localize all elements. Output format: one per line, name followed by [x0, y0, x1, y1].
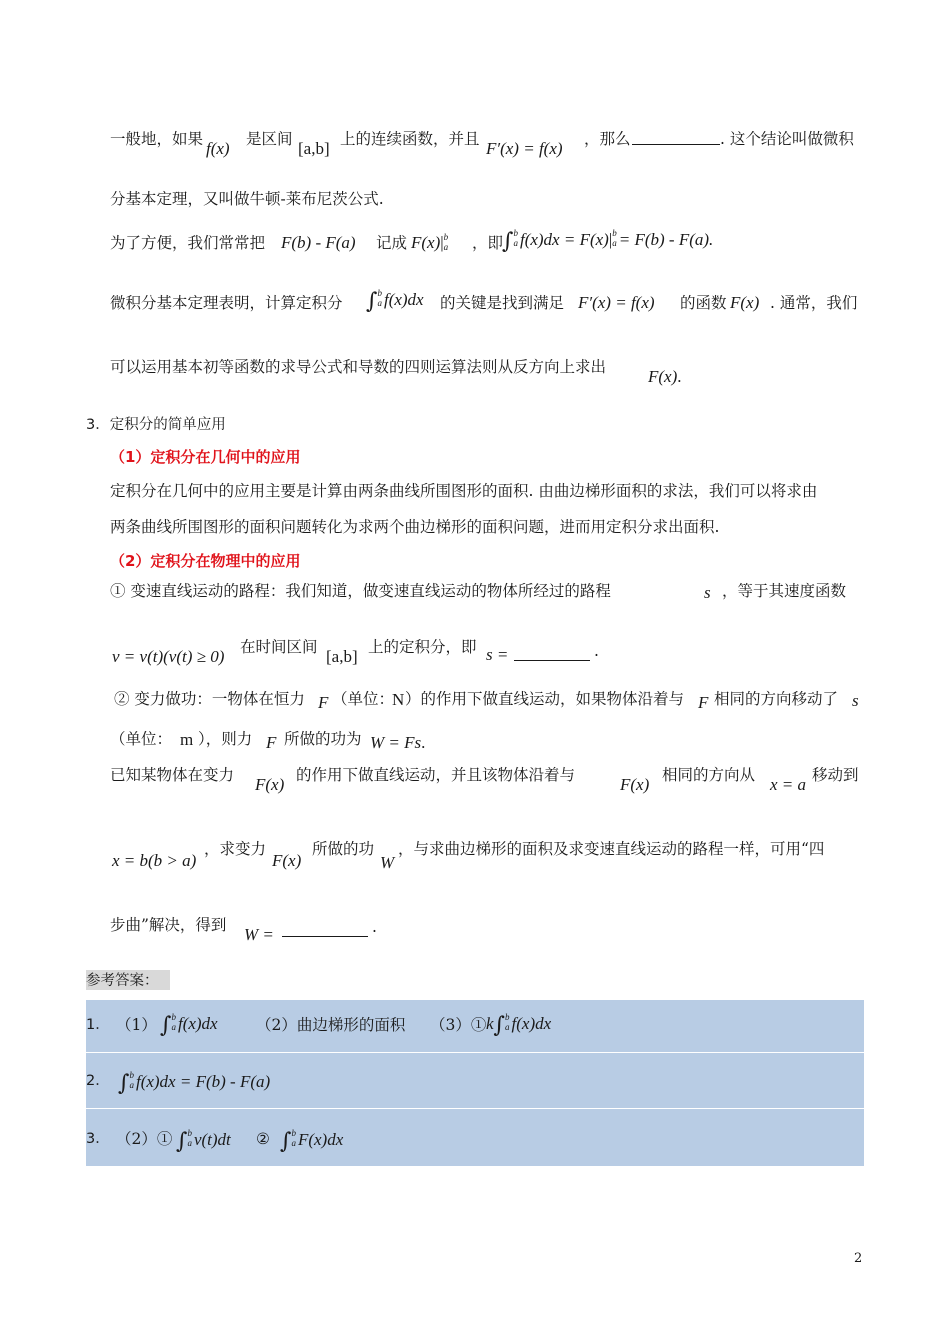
page-number: 2 — [854, 1251, 863, 1266]
text: 定积分在几何中的应用主要是计算由两条曲线所围图形的面积. 由曲边梯形面积的求法，我们可以将求由 — [110, 482, 818, 500]
integral-sign: ∫ — [176, 1129, 188, 1154]
text: 为了方便，我们常常把 — [110, 234, 266, 252]
text: 微积分基本定理表明，计算定积分 — [110, 294, 343, 312]
text: 上的连续函数，并且 — [340, 130, 480, 148]
integral-sign: ∫ — [366, 289, 378, 314]
text: 所做的功为 — [284, 730, 362, 748]
math-Fprime: F′(x) = f(x) — [486, 139, 563, 158]
math-Fx: F(x) — [255, 775, 285, 794]
math-Fx: F(x) — [620, 775, 650, 794]
math-Fx: F(x)|b a — [411, 232, 449, 252]
math-integral-Fx: ∫b a F(x)dx — [280, 1128, 344, 1154]
math-s-eq: s = — [486, 645, 509, 664]
text: 相同的方向从 — [662, 766, 756, 784]
math-integral-fx: ∫b a f(x)dx — [366, 288, 424, 314]
text: 在时间区间 — [240, 638, 318, 656]
math-k-integral: k∫b a f(x)dx — [486, 1012, 552, 1038]
text: 的关键是找到满足 — [440, 294, 565, 312]
math-x-eq-b: x = b(b > a) — [112, 851, 197, 870]
answer-blank — [282, 920, 368, 943]
text: 记成 — [376, 234, 408, 252]
text: . — [594, 642, 599, 660]
integral-sign: ∫ — [280, 1129, 292, 1154]
text: . 这个结论叫做微积 — [720, 130, 854, 148]
math-s: s — [852, 691, 859, 710]
section-title: 3．定积分的简单应用 — [86, 417, 226, 433]
subheading-physics: （2）定积分在物理中的应用 — [110, 552, 301, 570]
integral-sign: ∫ — [118, 1071, 130, 1096]
text: ，等于其速度函数 — [722, 582, 847, 600]
math-fx: f(x) — [206, 139, 230, 158]
text: ，那么 — [584, 130, 631, 148]
answer-3-number: 3． — [86, 1131, 110, 1147]
text: （3）① — [430, 1016, 487, 1034]
text: 的作用下做直线运动，并且该物体沿着与 — [296, 766, 576, 784]
text: 相同的方向移动了 — [714, 690, 839, 708]
divider — [86, 1052, 864, 1053]
subheading-geometry: （1）定积分在几何中的应用 — [110, 448, 301, 466]
math-newton-leibniz: ∫b a f(x)dx = F(b) - F(a) — [118, 1070, 271, 1096]
math-Fb-Fa: F(b) - F(a) — [281, 233, 356, 252]
math-W-eq: W = — [244, 925, 274, 944]
text: 是区间 — [246, 130, 293, 148]
answer-blank — [632, 128, 720, 151]
math-s: s — [704, 583, 711, 602]
text: ，求变力 — [204, 840, 267, 858]
answer-blank — [514, 644, 590, 667]
math-integral-fx: ∫b a f(x)dx — [160, 1012, 218, 1038]
math-Fx: F(x). — [648, 367, 682, 386]
integral-sign: ∫ — [502, 229, 514, 254]
text: 已知某物体在变力 — [110, 766, 235, 784]
text: （单位： — [332, 690, 395, 708]
unit-m: m — [180, 730, 194, 749]
text: ② — [256, 1130, 270, 1148]
math-x-eq-a: x = a — [770, 775, 807, 794]
text: 分基本定理，又叫做牛顿-莱布尼茨公式. — [110, 190, 384, 208]
math-Fprime: F′(x) = f(x) — [578, 293, 655, 312]
para1-line1 — [110, 128, 203, 150]
integral-sign: ∫ — [160, 1013, 172, 1038]
math-F: F — [318, 693, 329, 712]
text: （1） — [116, 1016, 157, 1034]
math-interval: [a,b] — [298, 139, 330, 158]
text: ② 变力做功：一物体在恒力 — [114, 690, 305, 708]
text: 的函数 — [680, 294, 727, 312]
answer-1-number: 1． — [86, 1017, 110, 1033]
answer-2-number: 2． — [86, 1073, 110, 1089]
text: . — [372, 918, 377, 936]
text: ，与求曲边梯形的面积及求变速直线运动的路程一样，可用“四 — [398, 840, 825, 858]
text: 移动到 — [812, 766, 859, 784]
math-interval: [a,b] — [326, 647, 358, 666]
text: ① 变速直线运动的路程：我们知道，做变速直线运动的物体所经过的路程 — [110, 582, 611, 600]
text: 可以运用基本初等函数的求导公式和导数的四则运算法则从反方向上求出 — [110, 358, 607, 376]
answers-heading: 参考答案： — [86, 973, 159, 989]
math-integral-vt: ∫b a v(t)dt — [176, 1128, 231, 1154]
math-F: F — [698, 693, 709, 712]
text: （2）① — [116, 1130, 173, 1148]
text: （2）曲边梯形的面积 — [256, 1016, 406, 1034]
text: 所做的功 — [312, 840, 375, 858]
math-Fx: F(x) — [730, 293, 760, 312]
math-integral-identity: ∫b a f(x)dx = F(x)|b a = F(b) - F(a). — [502, 228, 714, 254]
math-F: F — [266, 733, 277, 752]
math-W-eq-Fs: W = Fs. — [370, 733, 426, 752]
text: （单位： — [110, 730, 173, 748]
text: 一般地，如果 — [110, 130, 204, 148]
integral-sign: ∫ — [493, 1013, 506, 1038]
text: 两条曲线所围图形的面积问题转化为求两个曲边梯形的面积问题，进而用定积分求出面积. — [110, 518, 720, 536]
text: . 通常，我们 — [770, 294, 858, 312]
unit-N: N — [392, 690, 405, 709]
text: 步曲”解决，得到 — [110, 916, 227, 934]
text: ，即 — [472, 234, 504, 252]
math-velocity: v = v(t)(v(t) ≥ 0) — [112, 647, 225, 666]
text: ）的作用下做直线运动，如果物体沿着与 — [405, 690, 685, 708]
divider — [86, 1108, 864, 1109]
math-Fx: F(x) — [272, 851, 302, 870]
math-W: W — [380, 853, 395, 872]
text: 上的定积分，即 — [368, 638, 477, 656]
text: ），则力 — [198, 730, 253, 748]
